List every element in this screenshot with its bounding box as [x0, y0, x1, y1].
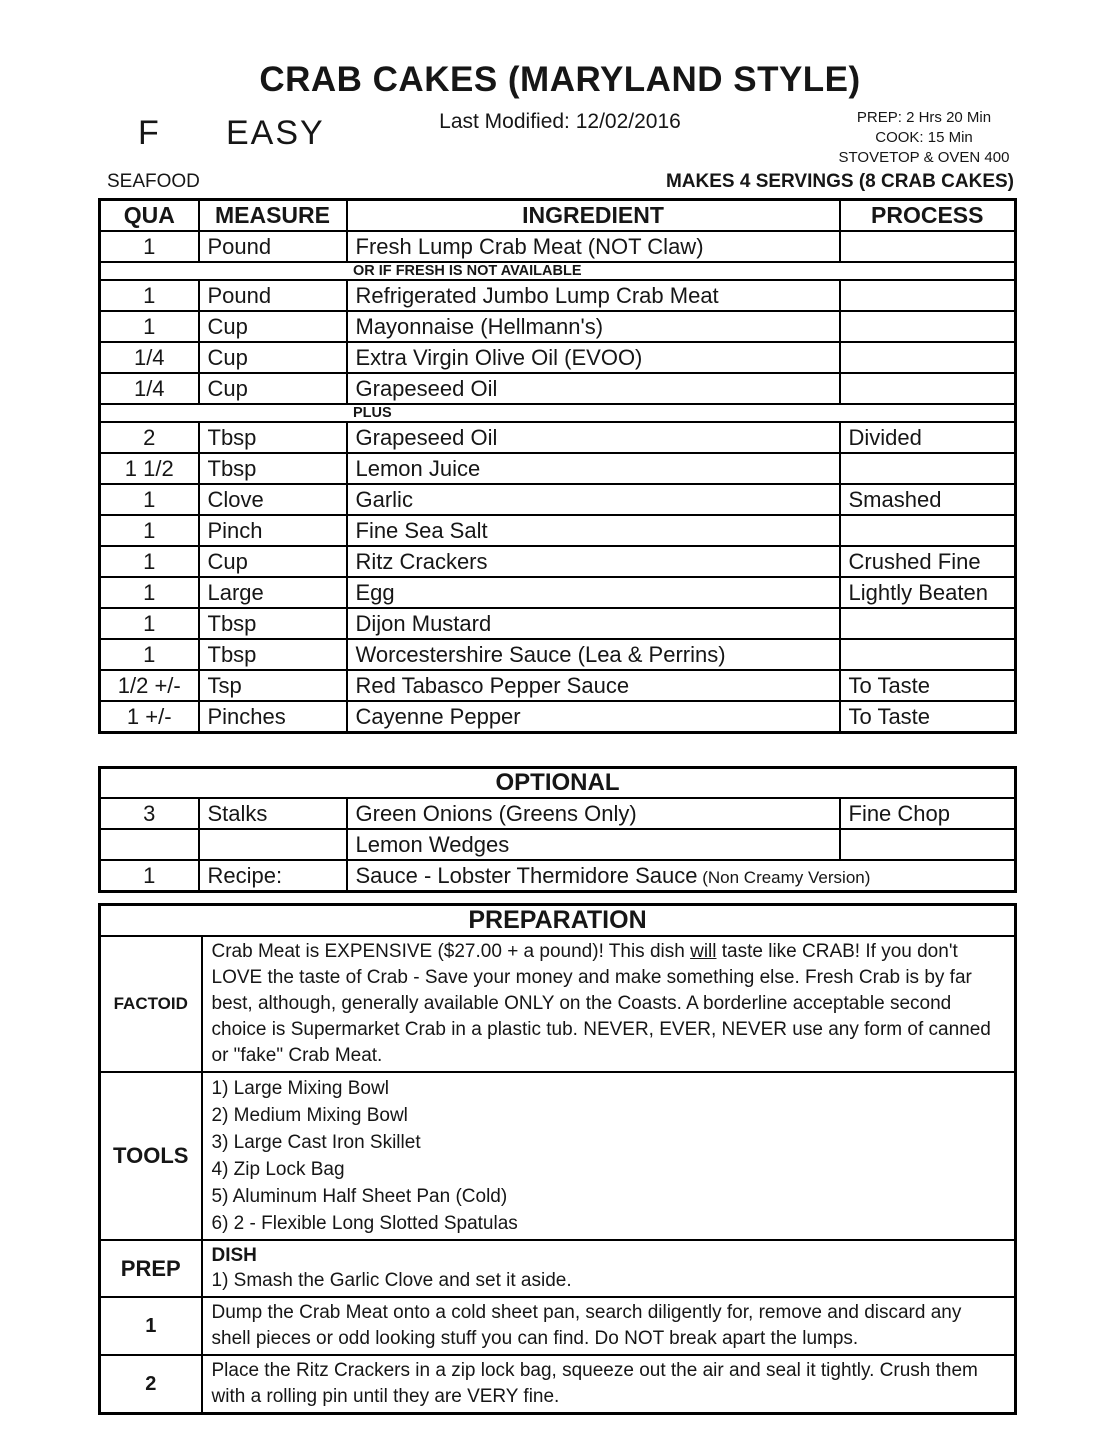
ingredient-cell: Sauce - Lobster Thermidore Sauce (Non Creamy Version) [347, 860, 1016, 892]
process-cell [840, 515, 1016, 546]
ingredient-cell: Fresh Lump Crab Meat (NOT Claw) [347, 231, 840, 262]
tool-item: 4) Zip Lock Bag [211, 1159, 345, 1180]
section-divider-row [100, 262, 1016, 280]
process-cell: To Taste [840, 701, 1016, 733]
ingredient-cell: Lemon Wedges [347, 829, 840, 860]
process-cell [840, 231, 1016, 262]
prep-step-text: 1) Smash the Garlic Clove and set it aside. [211, 1270, 572, 1291]
qua-cell: 1 [100, 484, 199, 515]
process-cell: Smashed [840, 484, 1016, 515]
qua-cell: 1/4 [100, 342, 199, 373]
process-cell: Lightly Beaten [840, 577, 1016, 608]
qua-cell: 1 [100, 515, 199, 546]
page-title: CRAB CAKES (MARYLAND STYLE) [259, 60, 861, 99]
ingredient-row [100, 701, 1016, 733]
measure-cell: Stalks [199, 798, 347, 829]
ingredients-header-row [100, 200, 1016, 232]
process-cell [840, 639, 1016, 670]
process-cell [840, 373, 1016, 404]
time-info [826, 108, 1022, 168]
qua-cell: 1 [100, 311, 199, 342]
ingredient-row [100, 515, 1016, 546]
qua-cell: 3 [100, 798, 199, 829]
section-divider-label: PLUS [100, 404, 1016, 422]
ingredient-row [100, 670, 1016, 701]
ingredient-cell: Mayonnaise (Hellmann's) [347, 311, 840, 342]
measure-cell: Clove [199, 484, 347, 515]
measure-cell: Pound [199, 231, 347, 262]
process-cell: Fine Chop [840, 798, 1016, 829]
ingredient-row [100, 860, 1016, 892]
measure-cell: Cup [199, 311, 347, 342]
step-row [100, 1355, 1016, 1414]
col-header-process: PROCESS [840, 200, 1016, 232]
qua-cell: 1/4 [100, 373, 199, 404]
measure-cell [199, 829, 347, 860]
qua-cell: 1 [100, 280, 199, 311]
process-cell [840, 280, 1016, 311]
ingredient-cell: Fine Sea Salt [347, 515, 840, 546]
measure-cell: Pound [199, 280, 347, 311]
ingredient-cell: Ritz Crackers [347, 546, 840, 577]
ingredient-row [100, 231, 1016, 262]
col-header-measure: MEASURE [199, 200, 347, 232]
ingredient-row [100, 484, 1016, 515]
measure-cell: Cup [199, 342, 347, 373]
tool-item: 3) Large Cast Iron Skillet [211, 1132, 421, 1153]
prep-time: PREP: 2 Hrs 20 Min [856, 109, 992, 126]
measure-cell: Tsp [199, 670, 347, 701]
qua-cell: 1 +/- [100, 701, 199, 733]
qua-cell: 1 [100, 860, 199, 892]
qua-cell: 1/2 +/- [100, 670, 199, 701]
col-header-ingredient: INGREDIENT [347, 200, 840, 232]
servings-label: MAKES 4 SERVINGS (8 CRAB CAKES) [665, 171, 1014, 192]
optional-title-row [100, 768, 1016, 799]
ingredient-cell: Refrigerated Jumbo Lump Crab Meat [347, 280, 840, 311]
ingredient-cell: Green Onions (Greens Only) [347, 798, 840, 829]
ingredient-cell: Dijon Mustard [347, 608, 840, 639]
ingredient-row [100, 453, 1016, 484]
optional-table [98, 766, 1017, 893]
ingredient-row [100, 639, 1016, 670]
cook-method: STOVETOP & OVEN 400 [838, 149, 1010, 166]
ingredient-row [100, 311, 1016, 342]
preparation-table [98, 903, 1017, 1415]
ingredient-row [100, 798, 1016, 829]
factoid-segment: Crab Meat is EXPENSIVE ($27.00 + a pound)! This dish [211, 941, 691, 962]
cook-time: COOK: 15 Min [875, 129, 973, 146]
ingredient-row [100, 829, 1016, 860]
step-number: 2 [100, 1355, 202, 1414]
ingredient-row [100, 577, 1016, 608]
measure-cell: Large [199, 577, 347, 608]
factoid-label: FACTOID [100, 936, 202, 1072]
ingredient-cell: Garlic [347, 484, 840, 515]
prep-text [202, 1240, 1016, 1297]
step-row [100, 1297, 1016, 1355]
measure-cell: Recipe: [199, 860, 347, 892]
ingredient-row [100, 373, 1016, 404]
tool-item: 2) Medium Mixing Bowl [211, 1105, 408, 1126]
prep-dish-heading: DISH [211, 1245, 257, 1266]
prep-row [100, 1240, 1016, 1297]
ingredient-row [100, 280, 1016, 311]
qua-cell: 1 [100, 577, 199, 608]
ingredient-cell: Lemon Juice [347, 453, 840, 484]
factoid-row [100, 936, 1016, 1072]
last-modified: Last Modified: 12/02/2016 [439, 110, 681, 133]
qua-cell [100, 829, 199, 860]
grade-letter: F [138, 114, 159, 152]
preparation-section-title: PREPARATION [100, 905, 1016, 937]
ingredient-cell: Cayenne Pepper [347, 701, 840, 733]
difficulty-label: EASY [226, 114, 325, 152]
tools-list [202, 1072, 1016, 1240]
preparation-title-row [100, 905, 1016, 937]
measure-cell: Tbsp [199, 639, 347, 670]
ingredient-cell: Grapeseed Oil [347, 373, 840, 404]
tool-item: 5) Aluminum Half Sheet Pan (Cold) [211, 1186, 508, 1207]
factoid-segment: taste like CRAB! If you don't LOVE the taste of Crab - Save your money and make something else. Fresh Crab is by far best, although, generally available ONLY on the Coasts. A borderline acceptable second choice is Supermarket Crab in a plastic tub. NEVER, EVER, NEVER use any form of canned or "fake" Crab Meat. [211, 941, 991, 1066]
qua-cell: 1 [100, 231, 199, 262]
tool-item: 6) 2 - Flexible Long Slotted Spatulas [211, 1213, 518, 1234]
ingredient-cell: Red Tabasco Pepper Sauce [347, 670, 840, 701]
prep-label: PREP [100, 1240, 202, 1297]
ingredient-cell: Worcestershire Sauce (Lea & Perrins) [347, 639, 840, 670]
factoid-underlined-word: will [690, 941, 717, 962]
ingredients-table [98, 198, 1017, 734]
section-divider-row [100, 404, 1016, 422]
measure-cell: Tbsp [199, 608, 347, 639]
qua-cell: 1 1/2 [100, 453, 199, 484]
ingredient-cell: Grapeseed Oil [347, 422, 840, 453]
qua-cell: 1 [100, 639, 199, 670]
tools-row [100, 1072, 1016, 1240]
tools-label: TOOLS [100, 1072, 202, 1240]
qua-cell: 2 [100, 422, 199, 453]
ingredient-row [100, 608, 1016, 639]
section-divider-label: OR IF FRESH IS NOT AVAILABLE [100, 262, 1016, 280]
step-text: Dump the Crab Meat onto a cold sheet pan, search diligently for, remove and discard any shell pieces or odd looking stuff you can find. Do NOT break apart the lumps. [202, 1297, 1016, 1355]
measure-cell: Cup [199, 546, 347, 577]
process-cell: To Taste [840, 670, 1016, 701]
qua-cell: 1 [100, 546, 199, 577]
category-label: SEAFOOD [107, 171, 200, 192]
ingredient-row [100, 546, 1016, 577]
process-cell [840, 453, 1016, 484]
measure-cell: Tbsp [199, 453, 347, 484]
process-cell: Divided [840, 422, 1016, 453]
step-number: 1 [100, 1297, 202, 1355]
factoid-text [202, 936, 1016, 1072]
measure-cell: Tbsp [199, 422, 347, 453]
process-cell [840, 829, 1016, 860]
col-header-qua: QUA [100, 200, 199, 232]
ingredient-cell: Extra Virgin Olive Oil (EVOO) [347, 342, 840, 373]
measure-cell: Pinches [199, 701, 347, 733]
measure-cell: Pinch [199, 515, 347, 546]
tool-item: 1) Large Mixing Bowl [211, 1078, 389, 1099]
ingredient-row [100, 422, 1016, 453]
ingredient-cell: Egg [347, 577, 840, 608]
process-cell [840, 608, 1016, 639]
optional-section-title: OPTIONAL [100, 768, 1016, 799]
process-cell [840, 311, 1016, 342]
qua-cell: 1 [100, 608, 199, 639]
ingredient-note: (Non Creamy Version) [697, 867, 871, 887]
measure-cell: Cup [199, 373, 347, 404]
process-cell [840, 342, 1016, 373]
process-cell: Crushed Fine [840, 546, 1016, 577]
ingredient-row [100, 342, 1016, 373]
step-text: Place the Ritz Crackers in a zip lock bag, squeeze out the air and seal it tightly. Crush them with a rolling pin until they are VERY fine. [202, 1355, 1016, 1414]
